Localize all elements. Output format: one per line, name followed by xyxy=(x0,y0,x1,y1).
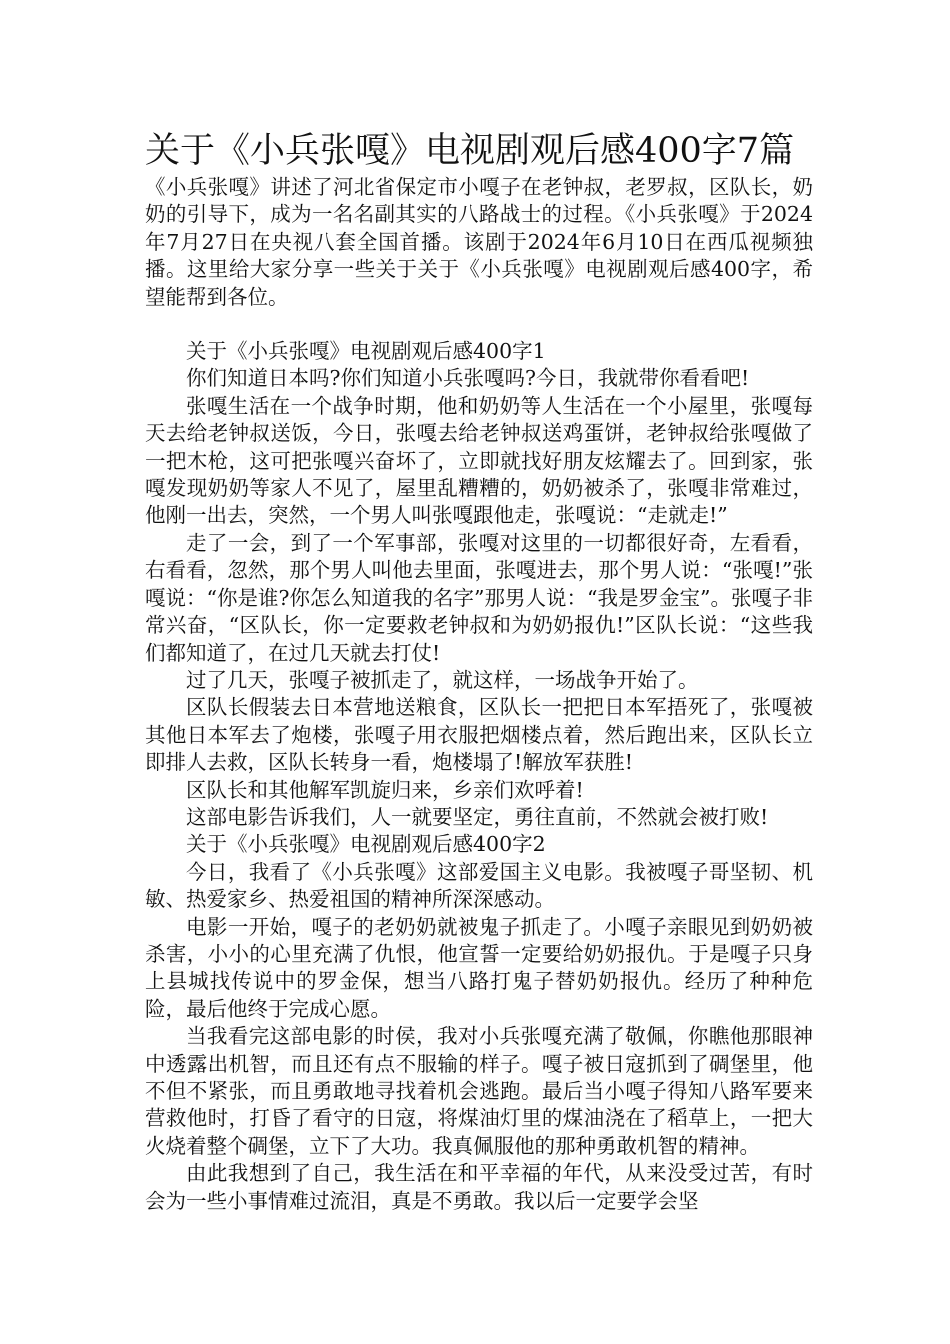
essay-1-heading: 关于《小兵张嘎》电视剧观后感400字1 xyxy=(186,339,546,364)
essay-2-paragraph-3: 当我看完这部电影的时侯，我对小兵张嘎充满了敬佩，你瞧他那眼神中透露出机智，而且还有点不服输的样子。嘎子被日寇抓到了碉堡里，他不但不紧张，而且勇敢地寻找着机会逃跑。最后当小嘎子得知八路军要来营救他时，打昏了看守的日寇，将煤油灯里的煤油浇在了稻草上，一把大火烧着整个碉堡，立下了大功。我真佩服他的那种勇敢机智的精神。 xyxy=(145,1024,813,1158)
essay-2-heading: 关于《小兵张嘎》电视剧观后感400字2 xyxy=(186,832,546,857)
essay-1-paragraph-1: 你们知道日本吗?你们知道小兵张嘎吗?今日，我就带你看看吧! xyxy=(186,366,750,391)
essay-1-paragraph-6: 区队长和其他解军凯旋归来，乡亲们欢呼着! xyxy=(186,777,584,802)
essay-2-paragraph-2: 电影一开始，嘎子的老奶奶就被鬼子抓走了。小嘎子亲眼见到奶奶被杀害，小小的心里充满了仇恨，他宣誓一定要给奶奶报仇。于是嘎子只身上县城找传说中的罗金保，想当八路打鬼子替奶奶报仇。经历了种种危险，最后他终于完成心愿。 xyxy=(145,914,813,1021)
essay-1-paragraph-5: 区队长假装去日本营地送粮食，区队长一把把日本军捂死了，张嘎被其他日本军去了炮楼，张嘎子用衣服把烟楼点着，然后跑出来，区队长立即排人去救，区队长转身一看，炮楼塌了!解放军获胜! xyxy=(145,695,813,775)
essay-1-paragraph-7: 这部电影告诉我们，人一就要坚定，勇往直前，不然就会被打败! xyxy=(186,804,769,829)
document-title: 关于《小兵张嘎》电视剧观后感400字7篇 xyxy=(145,131,795,171)
essay-1-paragraph-4: 过了几天，张嘎子被抓走了，就这样，一场战争开始了。 xyxy=(186,667,699,692)
essay-2-paragraph-4: 由此我想到了自己，我生活在和平幸福的年代，从来没受过苦，有时会为一些小事情难过流泪，真是不勇敢。我以后一定要学会坚 xyxy=(145,1161,813,1213)
document-page xyxy=(145,128,813,1215)
essay-1-paragraph-2: 张嘎生活在一个战争时期，他和奶奶等人生活在一个小屋里，张嘎每天去给老钟叔送饭，今日，张嘎去给老钟叔送鸡蛋饼，老钟叔给张嘎做了一把木枪，这可把张嘎兴奋坏了，立即就找好朋友炫耀去了。回到家，张嘎发现奶奶等家人不见了，屋里乱糟糟的，奶奶被杀了，张嘎非常难过，他刚一出去，突然，一个男人叫张嘎跟他走，张嘎说：“走就走!” xyxy=(145,393,813,528)
essay-1-paragraph-3: 走了一会，到了一个军事部，张嘎对这里的一切都很好奇，左看看，右看看，忽然，那个男人叫他去里面，张嘎进去，那个男人说：“张嘎!”张嘎说：“你是谁?你怎么知道我的名字”那男人说：“我是罗金宝”。张嘎子非常兴奋，“区队长，你一定要救老钟叔和为奶奶报仇!”区队长说：“这些我们都知道了，在过几天就去打仗! xyxy=(145,530,813,665)
intro-paragraph: 《小兵张嘎》讲述了河北省保定市小嘎子在老钟叔，老罗叔，区队长，奶奶的引导下，成为一名名副其实的八路战士的过程。《小兵张嘎》于2024年7月27日在央视八套全国首播。该剧于2024年6月10日在西瓜视频独播。这里给大家分享一些关于关于《小兵张嘎》电视剧观后感400字，希望能帮到各位。 xyxy=(145,175,813,309)
essay-2-paragraph-1: 今日，我看了《小兵张嘎》这部爱国主义电影。我被嘎子哥坚韧、机敏、热爱家乡、热爱祖国的精神所深深感动。 xyxy=(145,859,813,912)
